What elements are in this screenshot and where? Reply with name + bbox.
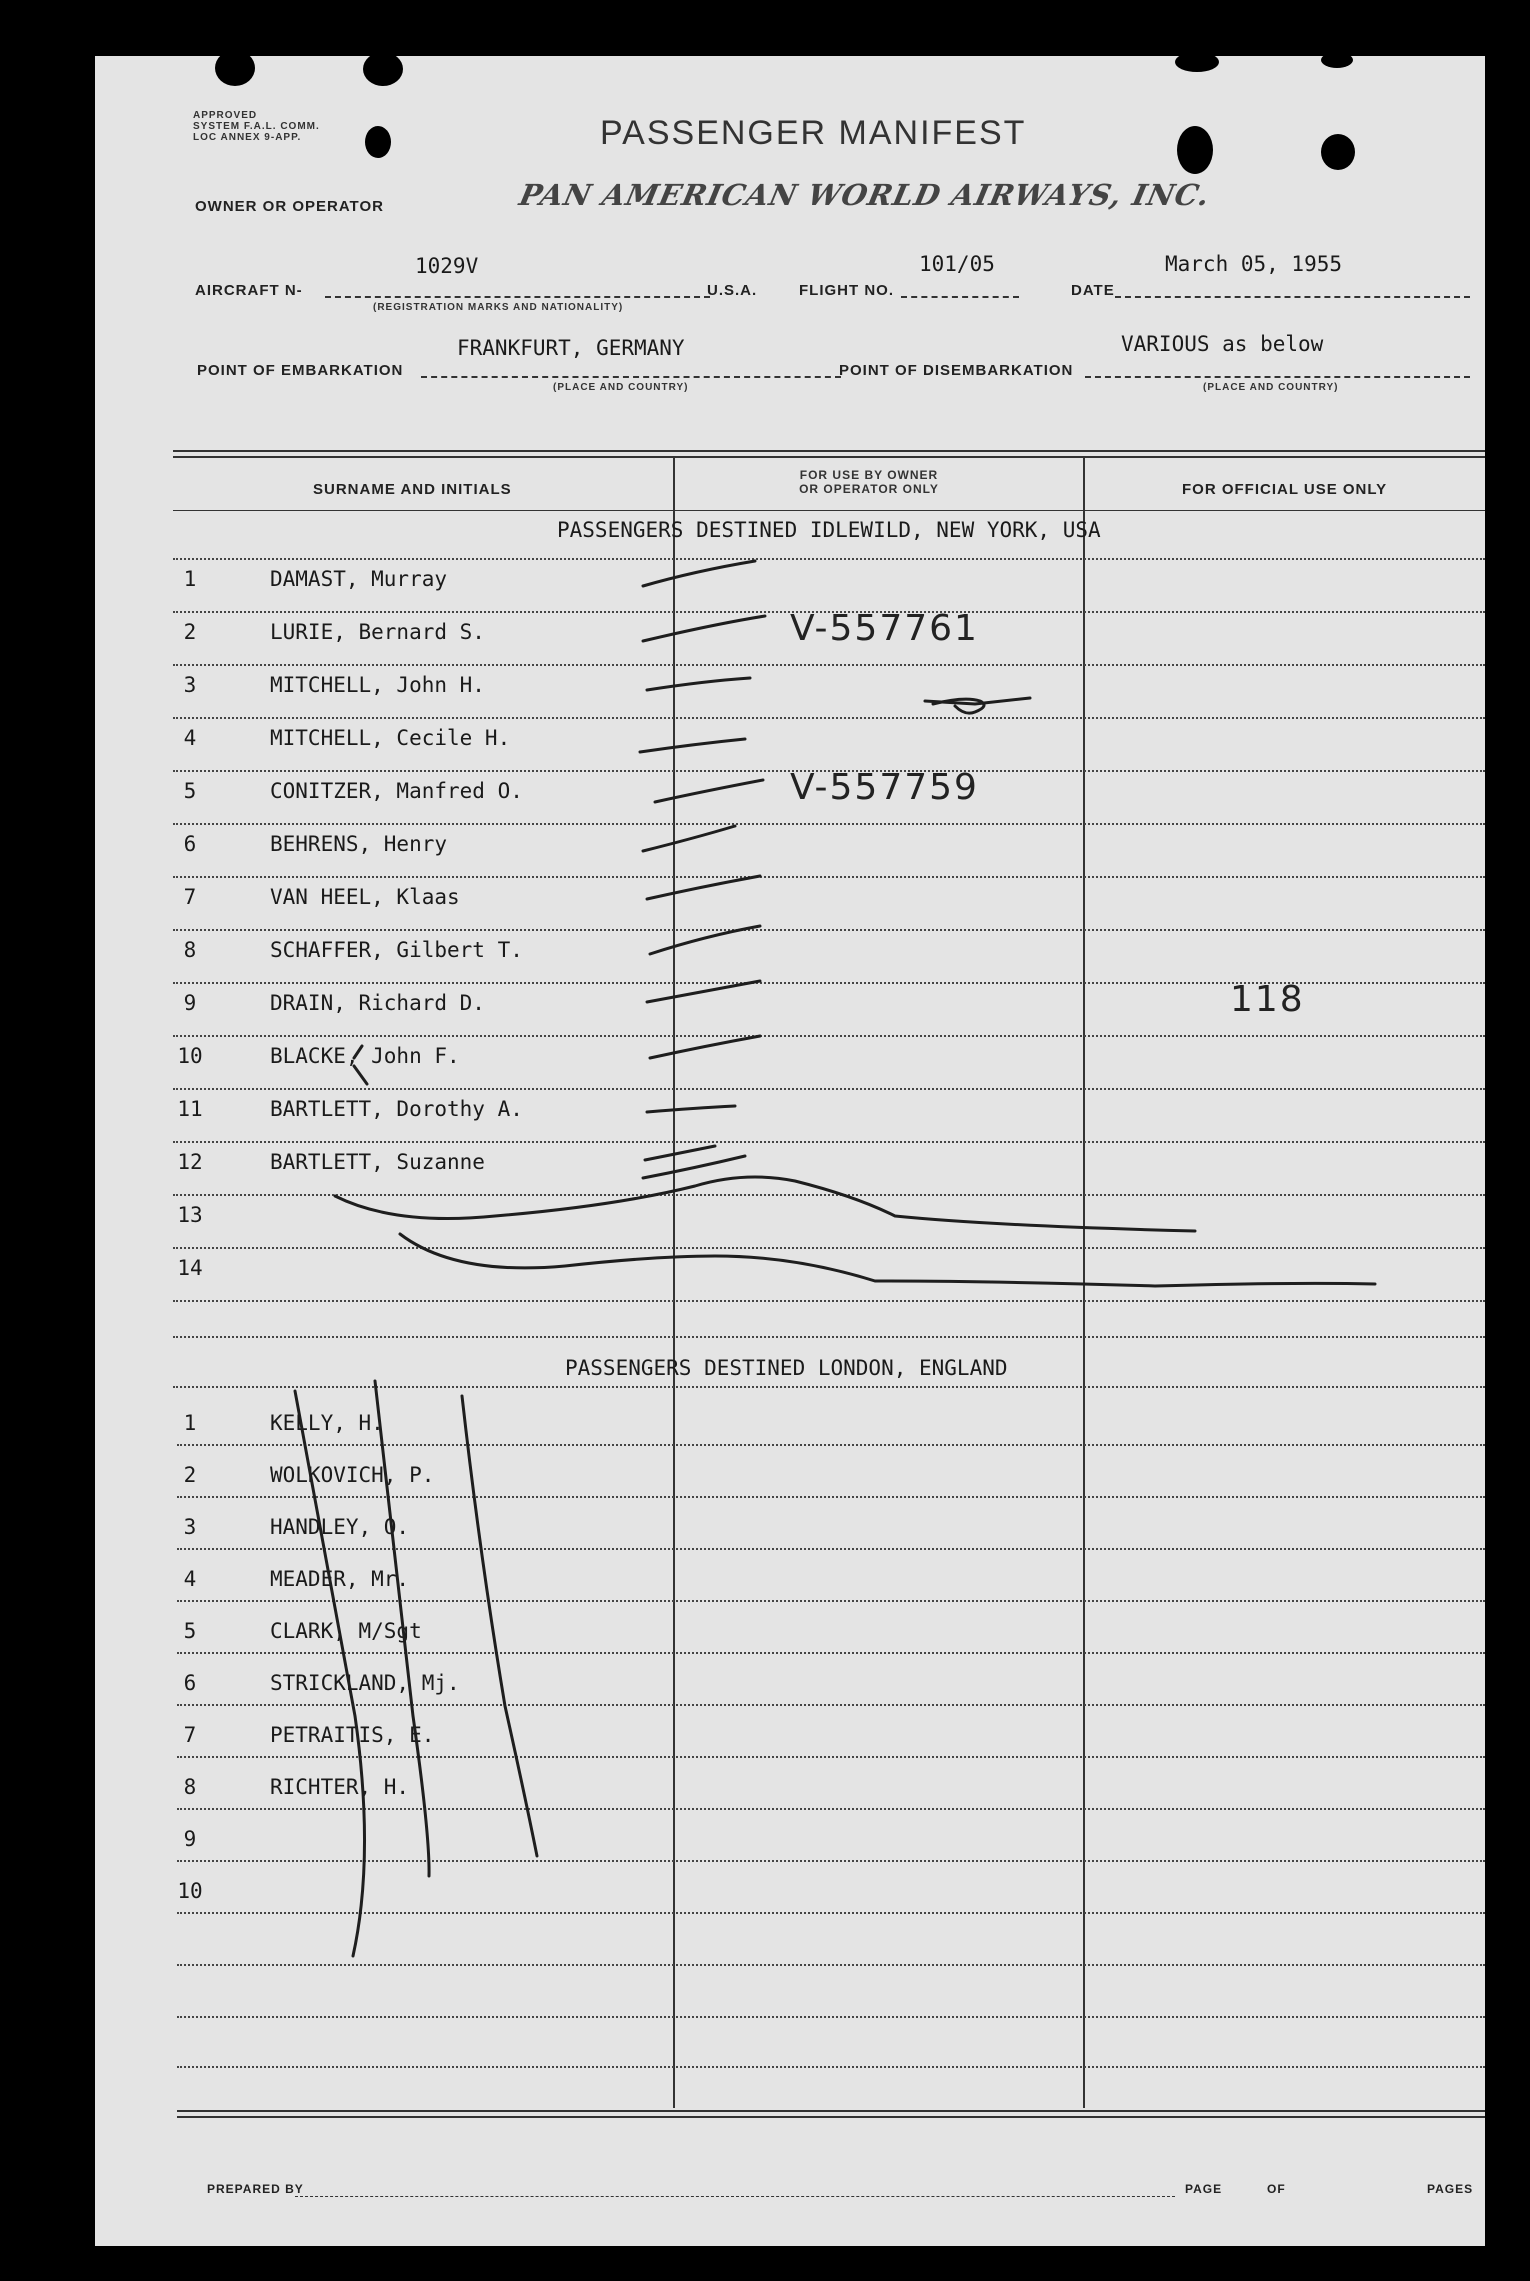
passenger-name: BARTLETT, Dorothy A. (270, 1097, 523, 1121)
check-mark (645, 1146, 715, 1160)
check-mark (643, 561, 755, 586)
check-mark (640, 739, 745, 752)
handwritten-marks (95, 56, 1485, 2246)
operator-name: PAN AMERICAN WORLD AIRWAYS, INC. (516, 178, 1214, 212)
row-number: 2 (183, 1463, 197, 1487)
row-number: 8 (183, 1775, 197, 1799)
check-mark (643, 826, 735, 851)
row-number: 4 (183, 1567, 197, 1591)
page-title: PASSENGER MANIFEST (600, 114, 1027, 152)
row-number: 13 (177, 1203, 203, 1227)
row-number: 10 (177, 1044, 203, 1068)
row-number: 7 (183, 1723, 197, 1747)
column-header-official: FOR OFFICIAL USE ONLY (1182, 481, 1388, 498)
row-number: 3 (183, 1515, 197, 1539)
check-mark (643, 616, 765, 641)
check-mark (650, 926, 760, 954)
row-number: 1 (183, 567, 197, 591)
passenger-name: BARTLETT, Suzanne (270, 1150, 485, 1174)
row-number: 2 (183, 620, 197, 644)
row-number: 4 (183, 726, 197, 750)
check-mark (643, 1156, 745, 1178)
passenger-name: CLARK, M/Sgt (270, 1619, 422, 1643)
owner-note: V-557761 (790, 608, 979, 649)
delete-stroke (295, 1391, 365, 1956)
row-number: 5 (183, 1619, 197, 1643)
row-number: 12 (177, 1150, 203, 1174)
flight-label: FLIGHT NO. (799, 282, 894, 299)
embarkation-sublabel: (PLACE AND COUNTRY) (553, 382, 689, 393)
disembarkation-label: POINT OF DISEMBARKATION (839, 362, 1074, 379)
row-number: 3 (183, 673, 197, 697)
aircraft-label: AIRCRAFT N- (195, 282, 303, 299)
flight-value: 101/05 (919, 252, 995, 276)
passenger-name: KELLY, H. (270, 1411, 384, 1435)
section-heading-new-york: PASSENGERS DESTINED IDLEWILD, NEW YORK, USA (557, 518, 1101, 542)
pages-label: PAGES (1427, 2182, 1474, 2196)
row-number: 9 (183, 1827, 197, 1851)
row-number: 5 (183, 779, 197, 803)
passenger-name: STRICKLAND, Mj. (270, 1671, 460, 1695)
usa-label: U.S.A. (707, 282, 758, 299)
row-number: 6 (183, 1671, 197, 1695)
embarkation-label: POINT OF EMBARKATION (197, 362, 404, 379)
correction-mark (354, 1046, 367, 1084)
approval-line: LOC ANNEX 9-APP. (193, 132, 302, 143)
column-header-owner-line: FOR USE BY OWNER (799, 468, 939, 482)
check-mark (647, 981, 760, 1002)
passenger-name: MITCHELL, John H. (270, 673, 485, 697)
owner-note: V-557759 (790, 767, 979, 808)
page-label: PAGE (1185, 2182, 1223, 2196)
passenger-name: CONITZER, Manfred O. (270, 779, 523, 803)
passenger-name: DAMAST, Murray (270, 567, 448, 591)
check-mark (655, 780, 763, 802)
passenger-name: BEHRENS, Henry (270, 832, 448, 856)
date-label: DATE (1071, 282, 1115, 299)
row-number: 11 (177, 1097, 203, 1121)
passenger-name: RICHTER, H. (270, 1775, 410, 1799)
embarkation-value: FRANKFURT, GERMANY (457, 336, 685, 360)
passenger-name: WOLKOVICH, P. (270, 1463, 435, 1487)
check-mark (647, 1106, 735, 1112)
passenger-name: HANDLEY, O. (270, 1515, 410, 1539)
delete-stroke (375, 1381, 429, 1876)
section-heading-london: PASSENGERS DESTINED LONDON, ENGLAND (565, 1356, 1008, 1380)
void-stroke (335, 1177, 1195, 1231)
row-number: 1 (183, 1411, 197, 1435)
row-number: 7 (183, 885, 197, 909)
passenger-name: SCHAFFER, Gilbert T. (270, 938, 523, 962)
approval-line: SYSTEM F.A.L. COMM. (193, 121, 320, 132)
column-header-owner-line: OR OPERATOR ONLY (799, 482, 939, 496)
prepared-by-label: PREPARED BY (207, 2182, 304, 2196)
aircraft-value: 1029V (415, 254, 479, 278)
passenger-name: PETRAITIS, E. (270, 1723, 435, 1747)
operator-label: OWNER OR OPERATOR (195, 198, 384, 215)
passenger-name: MEADER, Mr. (270, 1567, 410, 1591)
passenger-name: LURIE, Bernard S. (270, 620, 485, 644)
void-stroke (400, 1234, 1375, 1286)
delete-stroke (462, 1396, 537, 1856)
passenger-name: VAN HEEL, Klaas (270, 885, 460, 909)
check-mark (647, 876, 760, 899)
aircraft-sublabel: (REGISTRATION MARKS AND NATIONALITY) (373, 302, 624, 313)
check-mark (647, 678, 750, 690)
row-number: 14 (177, 1256, 203, 1280)
of-label: OF (1267, 2182, 1286, 2196)
column-header-surname: SURNAME AND INITIALS (313, 481, 512, 498)
disembarkation-sublabel: (PLACE AND COUNTRY) (1203, 382, 1339, 393)
passenger-name: DRAIN, Richard D. (270, 991, 485, 1015)
manifest-page (95, 56, 1485, 2246)
date-value: March 05, 1955 (1165, 252, 1343, 276)
check-mark (650, 1036, 760, 1058)
row-number: 8 (183, 938, 197, 962)
disembarkation-value: VARIOUS as below (1121, 332, 1324, 356)
row-number: 9 (183, 991, 197, 1015)
row-number: 10 (177, 1879, 203, 1903)
row-number: 6 (183, 832, 197, 856)
passenger-name: MITCHELL, Cecile H. (270, 726, 511, 750)
approval-line: APPROVED (193, 110, 258, 121)
passenger-name: BLACKE, John F. (270, 1044, 460, 1068)
official-note: 118 (1230, 979, 1305, 1020)
